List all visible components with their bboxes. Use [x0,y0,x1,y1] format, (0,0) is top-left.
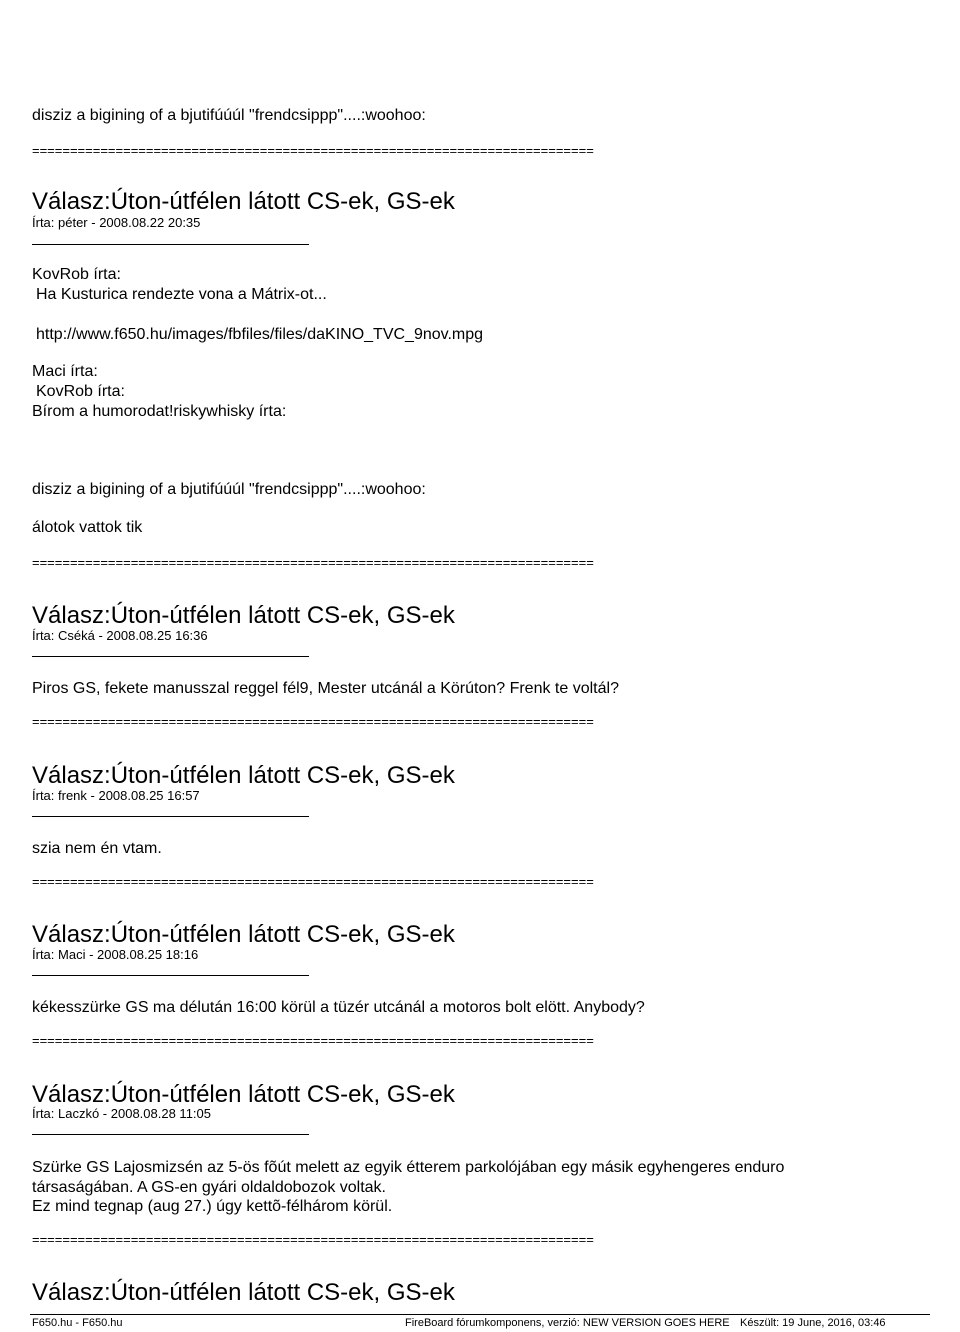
post-title: Válasz:Úton-útfélen látott CS-ek, GS-ek [32,188,455,215]
separator: ========================================================================== [32,143,594,158]
post-body-line: kékesszürke GS ma délután 16:00 körül a tüzér utcánál a motoros bolt elött. Anybody? [32,999,645,1016]
footer-generated: Készült: 19 June, 2016, 03:46 [740,1317,886,1329]
post-body-line: szia nem én vtam. [32,840,162,857]
post-title: Válasz:Úton-útfélen látott CS-ek, GS-ek [32,1279,455,1306]
separator: ========================================================================== [32,874,594,889]
quote-line: disziz a bigining of a bjutifúúúl "frendcsippp"....:woohoo: [32,481,426,498]
post-meta: Írta: Cséká - 2008.08.25 16:36 [32,628,208,643]
post-title: Válasz:Úton-útfélen látott CS-ek, GS-ek [32,1081,455,1108]
post-meta: Írta: Maci - 2008.08.25 18:16 [32,947,199,962]
post-meta: Írta: frenk - 2008.08.25 16:57 [32,788,200,803]
intro-text: disziz a bigining of a bjutifúúúl "frendcsippp"....:woohoo: [32,107,426,124]
post-body-line: álotok vattok tik [32,519,143,536]
post-meta: Írta: Laczkó - 2008.08.28 11:05 [32,1106,211,1121]
separator: ========================================================================== [32,555,594,570]
quote-line: Bírom a humorodat!riskywhisky írta: [32,403,287,420]
footer-component: FireBoard fórumkomponens, verzió: NEW VERSION GOES HERE [405,1317,730,1329]
quote-line: KovRob írta: [36,383,125,400]
post-meta: Írta: péter - 2008.08.22 20:35 [32,215,201,230]
post-rule [32,816,309,817]
quote-line: Ha Kusturica rendezte vona a Mátrix-ot... [36,286,327,303]
post-rule [32,1134,309,1135]
post-rule [32,975,309,976]
footer-rule [30,1314,930,1315]
post-body-line: Piros GS, fekete manusszal reggel fél9, Mester utcánál a Körúton? Frenk te voltál? [32,680,619,697]
post-title: Válasz:Úton-útfélen látott CS-ek, GS-ek [32,602,455,629]
post-body-line: Szürke GS Lajosmizsén az 5-ös fõút melett az egyik étterem parkolójában egy másik egyhengeres enduro [32,1159,785,1176]
post-rule [32,244,309,245]
separator: ========================================================================== [32,714,594,729]
post-title: Válasz:Úton-útfélen látott CS-ek, GS-ek [32,921,455,948]
separator: ========================================================================== [32,1033,594,1048]
separator: ========================================================================== [32,1232,594,1247]
post-body-line: társaságában. A GS-en gyári oldaldobozok voltak. [32,1179,386,1196]
post-title: Válasz:Úton-útfélen látott CS-ek, GS-ek [32,762,455,789]
quote-line: Maci írta: [32,363,98,380]
quote-link[interactable]: http://www.f650.hu/images/fbfiles/files/daKINO_TVC_9nov.mpg [36,326,484,343]
post-body-line: Ez mind tegnap (aug 27.) úgy kettõ-félhárom körül. [32,1198,393,1215]
quote-line: KovRob írta: [32,266,121,283]
footer-site: F650.hu - F650.hu [32,1317,123,1329]
post-rule [32,656,309,657]
